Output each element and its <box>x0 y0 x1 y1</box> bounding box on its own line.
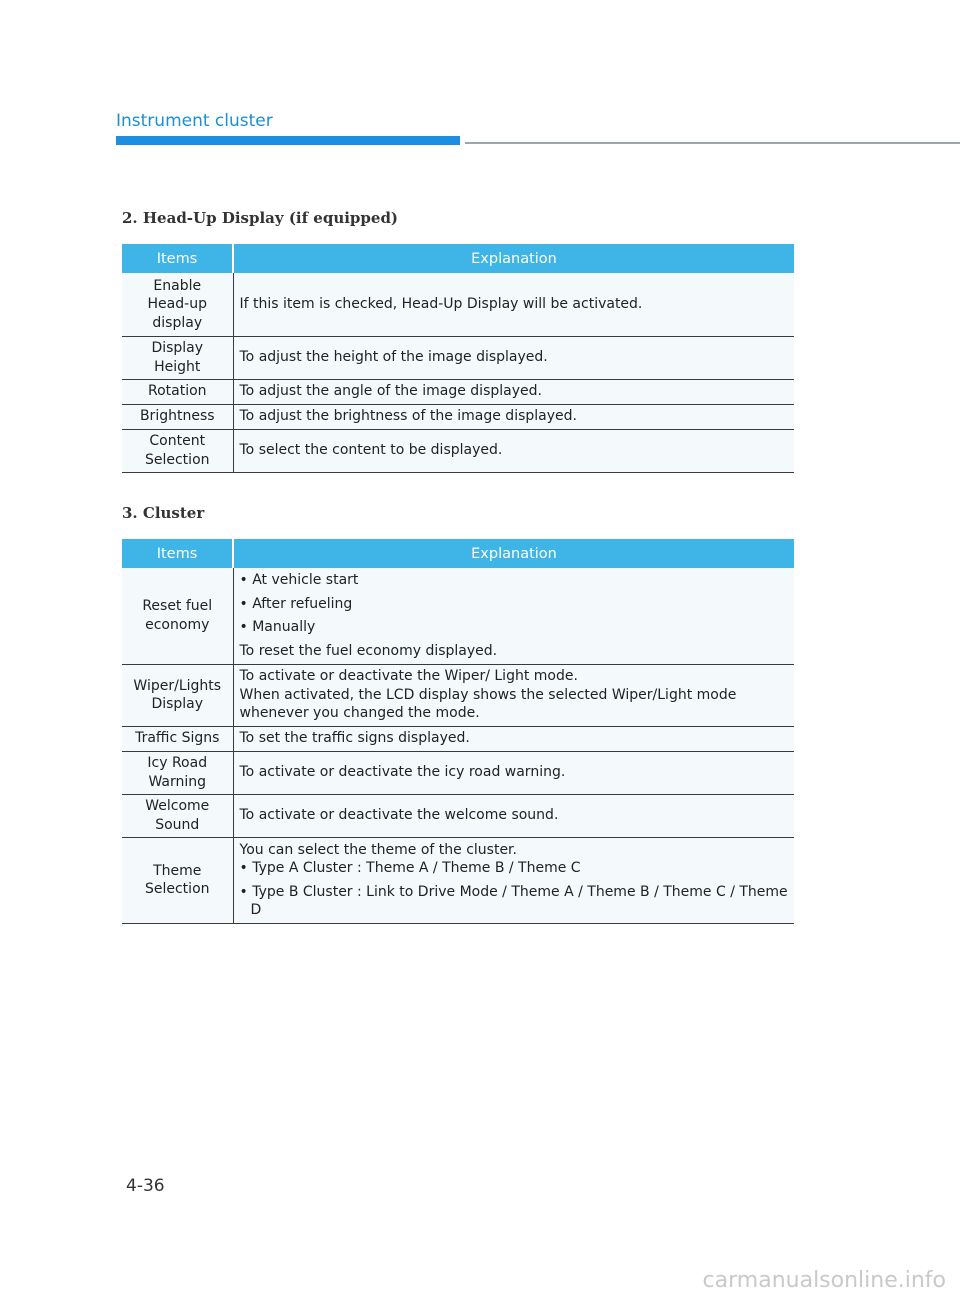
explanation-cell: To activate or deactivate the icy road warning. <box>233 751 794 794</box>
explanation-note: To reset the fuel economy displayed. <box>239 642 498 659</box>
table-row <box>122 379 794 404</box>
section-3-title: 3. Cluster <box>122 504 205 522</box>
table-row <box>122 751 794 794</box>
header-rule <box>465 142 960 144</box>
explanation-cell: To adjust the height of the image displayed. <box>233 336 794 379</box>
item-cell: Display Height <box>122 336 233 379</box>
item-cell: Wiper/Lights Display <box>122 664 233 726</box>
explanation-cell: To activate or deactivate the welcome sound. <box>233 794 794 837</box>
explanation-cell: To adjust the brightness of the image displayed. <box>233 404 794 429</box>
item-cell: Reset fuel economy <box>122 568 233 664</box>
table-row <box>122 336 794 379</box>
list-item: • At vehicle start <box>239 572 359 589</box>
header-accent-bar <box>116 136 460 145</box>
explanation-cell: If this item is checked, Head-Up Display will be activated. <box>233 273 794 336</box>
page-number: 4-36 <box>126 1176 165 1196</box>
column-header-explanation: Explanation <box>233 244 794 273</box>
explanation-cell <box>233 837 794 923</box>
explanation-line: When activated, the LCD display shows the selected Wiper/Light mode whenever you changed the mode. <box>239 686 737 722</box>
explanation-cell: To adjust the angle of the image displayed. <box>233 379 794 404</box>
explanation-cell <box>233 568 794 664</box>
watermark: carmanualsonline.info <box>702 1268 946 1293</box>
list-item: • After refueling <box>239 595 353 612</box>
item-cell: Content Selection <box>122 429 233 472</box>
hud-settings-table <box>122 244 794 473</box>
list-item: • Type B Cluster : Link to Drive Mode / Theme A / Theme B / Theme C / Theme D <box>239 883 788 918</box>
explanation-cell: To select the content to be displayed. <box>233 429 794 472</box>
table-row <box>122 664 794 726</box>
explanation-cell: To set the traffic signs displayed. <box>233 726 794 751</box>
item-cell: Enable Head-up display <box>122 273 233 336</box>
column-header-items: Items <box>122 539 233 568</box>
list-item: • Type A Cluster : Theme A / Theme B / Theme C <box>239 860 581 876</box>
table-row <box>122 429 794 472</box>
chapter-title: Instrument cluster <box>116 111 273 131</box>
table-row <box>122 568 794 664</box>
column-header-items: Items <box>122 244 233 273</box>
table-row <box>122 726 794 751</box>
table-header-row <box>122 244 794 273</box>
item-cell: Brightness <box>122 404 233 429</box>
table-row <box>122 837 794 923</box>
item-cell: Traffic Signs <box>122 726 233 751</box>
cluster-settings-table <box>122 539 794 924</box>
column-header-explanation: Explanation <box>233 539 794 568</box>
list-item: • Manually <box>239 619 316 636</box>
table-row <box>122 404 794 429</box>
item-cell: Welcome Sound <box>122 794 233 837</box>
item-cell: Rotation <box>122 379 233 404</box>
table-row <box>122 273 794 336</box>
item-cell: Theme Selection <box>122 837 233 923</box>
item-cell: Icy Road Warning <box>122 751 233 794</box>
table-header-row <box>122 539 794 568</box>
explanation-line: To activate or deactivate the Wiper/ Light mode. <box>239 668 578 685</box>
explanation-line: You can select the theme of the cluster. <box>239 841 517 858</box>
section-2-title: 2. Head-Up Display (if equipped) <box>122 209 399 227</box>
explanation-cell <box>233 664 794 726</box>
table-row <box>122 794 794 837</box>
